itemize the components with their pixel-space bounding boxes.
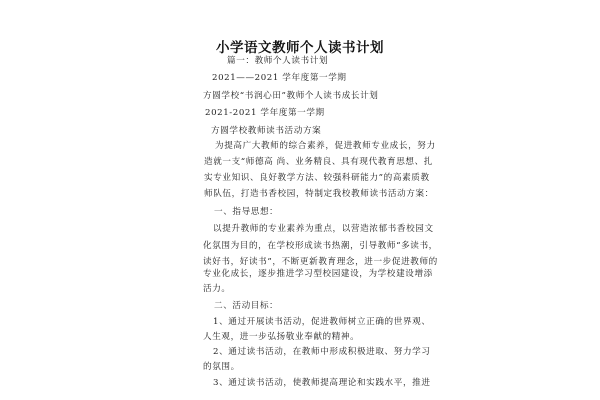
program-title-line: 方圆学校教师读书活动方案	[211, 126, 322, 136]
section-label: 篇一：教师个人读书计划	[227, 56, 329, 66]
ideology-paragraph-line: 以提升教师的专业素养为重点，以营造浓郁书香校园文	[213, 224, 434, 234]
heading-activity-goals: 二、活动目标：	[214, 301, 279, 311]
ideology-paragraph-line: 读好书，好读书”，不断更新教育理念，进一步促进教师的	[203, 257, 438, 267]
plan-title-line: 方圆学校“书润心田”教师个人读书成长计划	[203, 91, 379, 101]
school-year-line: 2021——2021 学年度第一学期	[212, 73, 347, 83]
ideology-paragraph-line: 专业化成长，逐步推进学习型校园建设，为学校建设增添	[203, 269, 433, 279]
document-title: 小学语文教师个人读书计划	[216, 40, 384, 56]
goal-line: 2、通过读书活动，在教师中形成积极进取、努力学习	[213, 347, 431, 357]
ideology-paragraph-line-end: 活力。	[203, 284, 231, 294]
heading-guiding-ideology: 一、指导思想：	[214, 207, 279, 217]
school-year-line-2: 2021-2021 学年度第一学期	[205, 108, 325, 118]
intro-paragraph-line: 师队伍，打造书香校园，特制定我校教师读书活动方案：	[204, 189, 434, 199]
intro-paragraph-line: 实专业知识、良好教学方法、较强科研能力”的高素质教	[204, 173, 430, 183]
goal-line: 人生观，进一步弘扬敬业奉献的精神。	[203, 332, 360, 342]
goal-line: 1、通过开展读书活动，促进教师树立正确的世界观、	[213, 317, 431, 327]
intro-paragraph-line: 造就一支“师德高 尚、业务精良、具有现代教育思想、扎	[204, 157, 433, 167]
goal-line: 3、通过读书活动，使教师提高理论和实践水平，推进	[213, 378, 431, 388]
ideology-paragraph-line: 化氛围为目的，在学校形成读书热潮，引导教师“多读书，	[203, 241, 438, 251]
goal-line: 的氛围。	[203, 362, 240, 372]
intro-paragraph-line: 为提高广大教师的综合素养，促进教师专业成长，努力	[215, 141, 436, 151]
